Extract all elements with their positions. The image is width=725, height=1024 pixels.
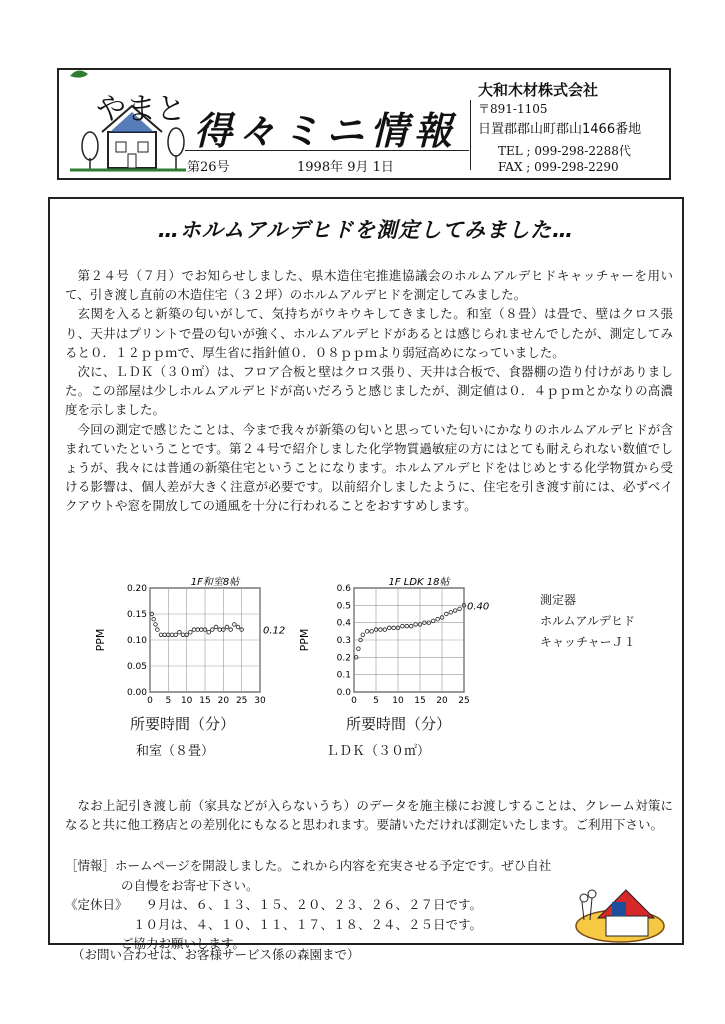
info-line (65, 856, 551, 876)
data-point (458, 607, 462, 611)
x-tick-label: 30 (254, 696, 266, 706)
header-rule (185, 150, 469, 151)
paragraph: 玄関を入ると新築の匂いがして、気持ちがウキウキしてきました。和室（８畳）は畳で、壁はクロス張り、天井はプリントで畳の匂いが強く、ホルムアルデヒドがあるとは感じられませんでしたが、測定してみると０．１２ｐｐｍで、厚生省に指針値０．０８ｐｐｍより弱冠高めになっていました。 (65, 306, 673, 360)
y-tick-label: 0.1 (336, 670, 351, 681)
data-point (392, 626, 396, 630)
y-axis-label: PPM (298, 628, 311, 652)
data-point (200, 628, 204, 632)
data-point (379, 628, 383, 632)
value-annotation: 0.12 (263, 625, 286, 637)
data-point (181, 633, 185, 637)
contact-footer: （お問い合わせは、お客様サービス係の森園まで） (72, 947, 360, 962)
article-body (65, 266, 673, 516)
data-point (431, 619, 435, 623)
paragraph: 次に、ＬＤＫ（３０㎡）は、フロア合板と壁はクロス張り、天井は合板で、食器棚の造り付けがありました。この部屋は少しホルムアルデヒドが高いだろうと感じましたが、測定値は０．４ｐｐｍとかなりの高濃度を示しました。 (65, 364, 673, 418)
chart-title: 1F LDK 18帖 (388, 577, 450, 588)
closing-text (65, 796, 673, 834)
company-address: 日置郡郡山町郡山1466番地 (478, 122, 642, 137)
holiday-september: ９月は、６、１３、１５、２０、２３、２６、２７日です。 (145, 897, 483, 912)
data-point (357, 647, 361, 651)
data-point (189, 630, 193, 634)
holiday-line (65, 895, 551, 915)
chart1-caption: 和室（８畳） (136, 744, 215, 759)
data-point (170, 633, 174, 637)
x-tick-label: 20 (436, 696, 448, 706)
chart1-xlabel: 所要時間（分） (130, 715, 236, 733)
ldk-chart (296, 572, 490, 708)
data-point (233, 623, 237, 627)
device-label (540, 590, 636, 653)
data-point (405, 624, 409, 628)
x-tick-label: 15 (414, 696, 426, 706)
data-point (174, 633, 178, 637)
data-point (211, 628, 215, 632)
paragraph: 第２４号（７月）でお知らせしました、県木造住宅推進協議会のホルムアルデヒドキャッチャーを用いて、引き渡し直前の木造住宅（３２坪）のホルムアルデヒドを測定してみました。 (65, 268, 673, 303)
data-point (154, 623, 158, 627)
info-label: ［情報］ (65, 858, 116, 873)
data-point (414, 623, 418, 627)
x-tick-label: 25 (235, 696, 248, 706)
x-tick-label: 0 (147, 696, 153, 706)
y-tick-label: 0.00 (126, 688, 147, 698)
phone-number: TEL ; 099-298-2288代 (498, 144, 631, 158)
data-point (453, 609, 457, 613)
y-tick-label: 0.5 (336, 601, 351, 612)
device-line: ホルムアルデヒド (540, 614, 636, 628)
info-line-2: の自慢をお寄せ下さい。 (121, 877, 259, 893)
data-point (365, 630, 369, 634)
y-tick-label: 0.15 (126, 610, 147, 620)
y-tick-label: 0.6 (336, 584, 351, 594)
data-point (178, 630, 182, 634)
holiday-october: １０月は、４、１０、１１、１７、１８、２４、２５日です。 (133, 916, 483, 932)
x-tick-label: 10 (392, 696, 404, 706)
bird-icon (70, 70, 88, 77)
y-tick-label: 0.10 (126, 636, 147, 646)
data-point (370, 630, 374, 634)
article-headline: …ホルムアルデヒドを測定してみました… (157, 218, 575, 242)
info-text: ホームページを開設しました。これから内容を充実させる予定です。ぜひ自社 (115, 858, 552, 873)
y-tick-label: 0.2 (336, 653, 351, 664)
x-tick-label: 5 (373, 696, 379, 706)
issue-date: 1998年 9月 1日 (297, 160, 394, 175)
data-point (225, 625, 229, 629)
data-point (207, 630, 211, 634)
thanks-text: ご協力お願いします。 (121, 936, 246, 951)
data-point (192, 628, 196, 632)
data-point (214, 625, 218, 629)
x-tick-label: 15 (199, 696, 211, 706)
data-point (229, 628, 233, 632)
y-tick-label: 0.4 (336, 618, 351, 629)
y-tick-label: 0.05 (126, 662, 147, 672)
x-tick-label: 10 (180, 696, 193, 706)
snail-house-icon (568, 868, 678, 950)
data-point (401, 624, 405, 628)
data-point (152, 617, 156, 621)
paragraph: 今回の測定で感じたことは、今まで我々が新築の匂いと思っていた匂いにかなりのホルムアルデヒドが含まれていたということです。第２４号で紹介しました化学物質過敏症の方にはとても耐えられない数値でしょうが、我々には普通の新築住宅ということになります。ホルムアルデヒドをはじめとする化学物質から受ける影響は、個人差が大きく注意が必要です。以前紹介しましたように、住宅を引き渡す前には、必ずベイクアウトや窓を開放しての通風を十分に行われることをおすすめします。 (65, 421, 673, 514)
x-tick-label: 5 (165, 696, 172, 706)
data-point (387, 626, 391, 630)
holiday-label: 《定休日》 (65, 897, 128, 912)
device-line: 測定器 (540, 593, 577, 607)
washitsu-chart (92, 572, 286, 708)
fax-number: FAX ; 099-298-2290 (498, 160, 619, 174)
data-point (449, 610, 453, 614)
data-point (409, 624, 413, 628)
data-point (236, 625, 240, 629)
y-tick-label: 0.20 (126, 584, 147, 594)
chart-title: 1F和室8帖 (190, 577, 240, 588)
x-tick-label: 25 (458, 696, 470, 706)
data-point (196, 628, 200, 632)
info-section (65, 856, 551, 954)
chart2-caption: ＬＤＫ（３０㎡） (326, 744, 431, 759)
data-point (361, 633, 365, 637)
x-tick-label: 0 (351, 696, 357, 706)
y-tick-label: 0.0 (336, 688, 351, 698)
data-point (383, 628, 387, 632)
device-line: キャッチャーＪ１ (540, 635, 636, 649)
y-tick-label: 0.3 (336, 636, 351, 646)
issue-number: 第26号 (187, 160, 230, 175)
chart2-xlabel: 所要時間（分） (346, 715, 452, 733)
closing-paragraph: なお上記引き渡し前（家具などが入らないうち）のデータを施主様にお渡しすることは、クレーム対策になると共に他工務店との差別化にもなると思われます。要請いただければ測定いたします。ご利用下さい。 (65, 798, 673, 832)
data-point (156, 628, 160, 632)
postal-code: 〒891-1105 (478, 102, 548, 116)
data-point (163, 633, 167, 637)
y-axis-label: PPM (94, 628, 107, 652)
data-point (445, 612, 449, 616)
newsletter-title: 得々ミニ情報 (194, 109, 459, 153)
data-point (159, 633, 163, 637)
value-annotation: 0.40 (467, 601, 490, 613)
company-name: 大和木材株式会社 (478, 81, 599, 99)
logo-text: やまと (96, 92, 186, 127)
header-divider (470, 100, 471, 170)
data-point (218, 628, 222, 632)
x-tick-label: 20 (217, 696, 230, 706)
data-point (436, 617, 440, 621)
